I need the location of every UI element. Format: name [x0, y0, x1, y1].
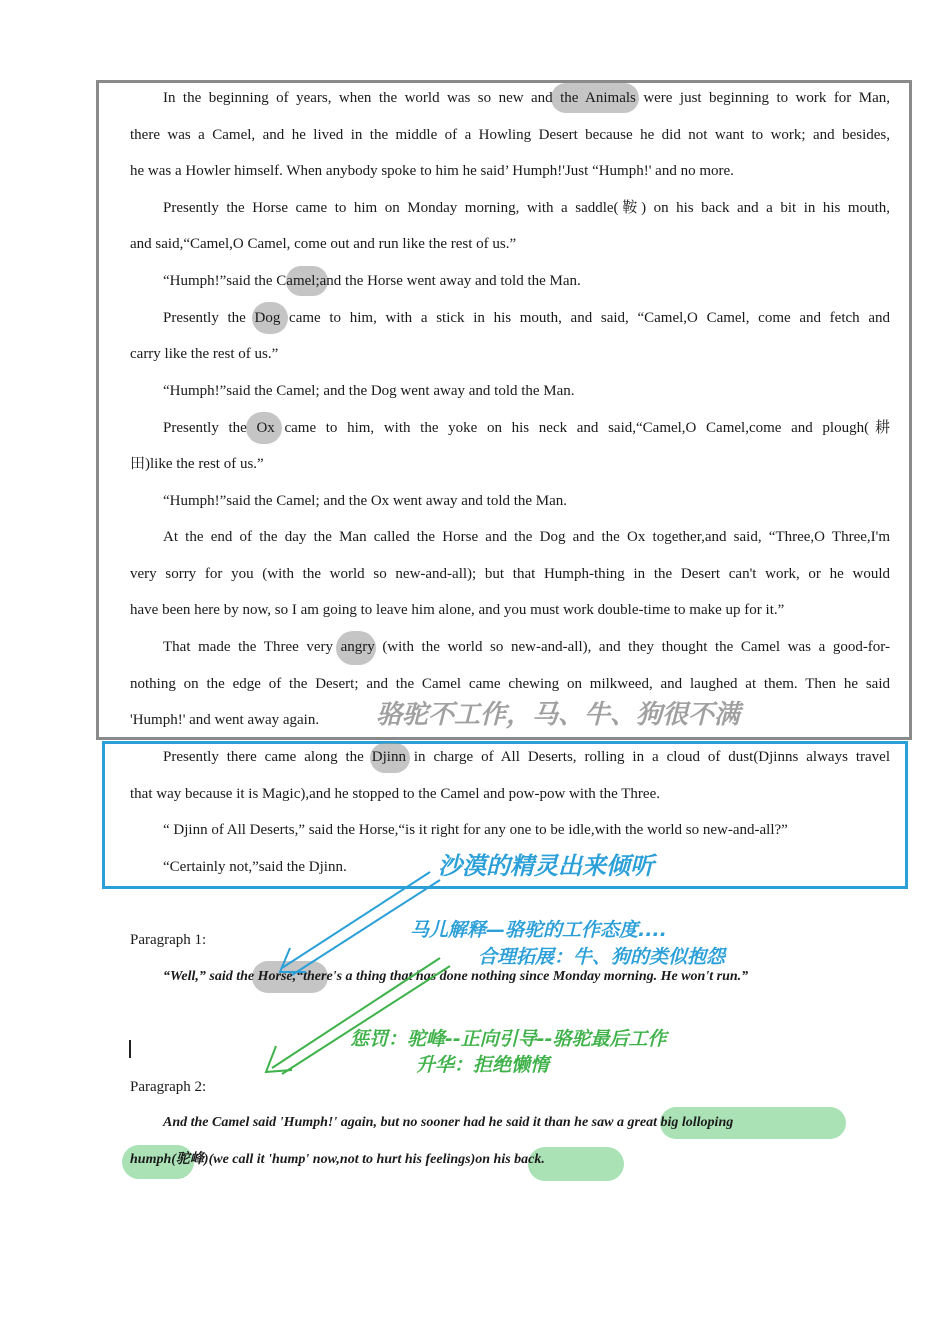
- story-line: Presently the Dog came to him, with a stick in his mouth, and said, “Camel,O Camel, come and fetch and: [163, 310, 890, 326]
- story-line: 'Humph!' and went away again.: [130, 712, 320, 728]
- paragraph2-line2: humph(驼峰)(we call it 'hump' now,not to hurt his feelings)on his back.: [130, 1152, 545, 1167]
- story-line: Presently there came along the Djinn in charge of All Deserts, rolling in a cloud of dust(Djinns always travel: [163, 749, 890, 765]
- story-line: Presently the Ox came to him, with the yoke on his neck and said,“Camel,O Camel,come and plough(耕: [163, 420, 890, 436]
- story-line: That made the Three very angry (with the world so new-and-all), and they thought the Camel was a good-for-: [163, 639, 890, 655]
- story-line: have been here by now, so I am going to leave him alone, and you must work double-time to make up for it.”: [130, 602, 785, 618]
- story-line: and said,“Camel,O Camel, come out and run like the rest of us.”: [130, 236, 517, 252]
- blue-annotation: 沙漠的精灵出来倾听: [438, 852, 654, 880]
- story-line: he was a Howler himself. When anybody spoke to him he said’ Humph!'Just “Humph!' and no more.: [130, 163, 734, 179]
- blue-annotation-3: 合理拓展：牛、狗的类似抱怨: [478, 946, 726, 968]
- story-line: “Humph!”said the Camel;and the Horse went away and told the Man.: [163, 273, 581, 289]
- green-annotation-1: 惩罚：驼峰--正向引导--骆驼最后工作: [350, 1028, 667, 1050]
- story-line: nothing on the edge of the Desert; and the Camel came chewing on milkweed, and laughed at them. Then he said: [130, 676, 890, 692]
- green-annotation-2: 升华：拒绝懒惰: [416, 1054, 550, 1076]
- blue-arrow: [280, 872, 440, 975]
- story-line: In the beginning of years, when the world was so new and the Animals were just beginning to work for Man,: [163, 90, 890, 106]
- story-line: very sorry for you (with the world so new-and-all); but that Humph-thing in the Desert can't work, or he would: [130, 566, 890, 582]
- paragraph2-label: Paragraph 2:: [130, 1079, 207, 1095]
- story-line: there was a Camel, and he lived in the middle of a Howling Desert because he did not want to work; and besides,: [130, 127, 890, 143]
- gray-annotation: 骆驼不工作，马、牛、狗很不满: [376, 700, 741, 730]
- paragraph1-label: Paragraph 1:: [130, 932, 207, 948]
- paragraph1-text: “Well,” said the Horse,“there's a thing that has done nothing since Monday morning. He won't run.”: [163, 969, 749, 984]
- green-arrow: [266, 958, 450, 1074]
- story-line: “Certainly not,”said the Djinn.: [163, 859, 347, 875]
- story-line: carry like the rest of us.”: [130, 346, 279, 362]
- story-line: that way because it is Magic),and he stopped to the Camel and pow-pow with the Three.: [130, 786, 660, 802]
- story-line: At the end of the day the Man called the Horse and the Dog and the Ox together,and said, “Three,O Three,I'm: [163, 529, 890, 545]
- story-line: “Humph!”said the Camel; and the Ox went away and told the Man.: [163, 493, 568, 509]
- story-line: “ Djinn of All Deserts,” said the Horse,“is it right for any one to be idle,with the world so new-and-all?”: [163, 822, 788, 838]
- blue-annotation-2: 马儿解释—骆驼的工作态度....: [410, 919, 667, 941]
- story-line: Presently the Horse came to him on Monday morning, with a saddle(鞍) on his back and a bit in his mouth,: [163, 200, 890, 216]
- story-line: 田)like the rest of us.”: [130, 456, 264, 472]
- story-line: “Humph!”said the Camel; and the Dog went away and told the Man.: [163, 383, 575, 399]
- paragraph2-line1: And the Camel said 'Humph!' again, but no sooner had he said it than he saw a great big lolloping: [163, 1115, 734, 1130]
